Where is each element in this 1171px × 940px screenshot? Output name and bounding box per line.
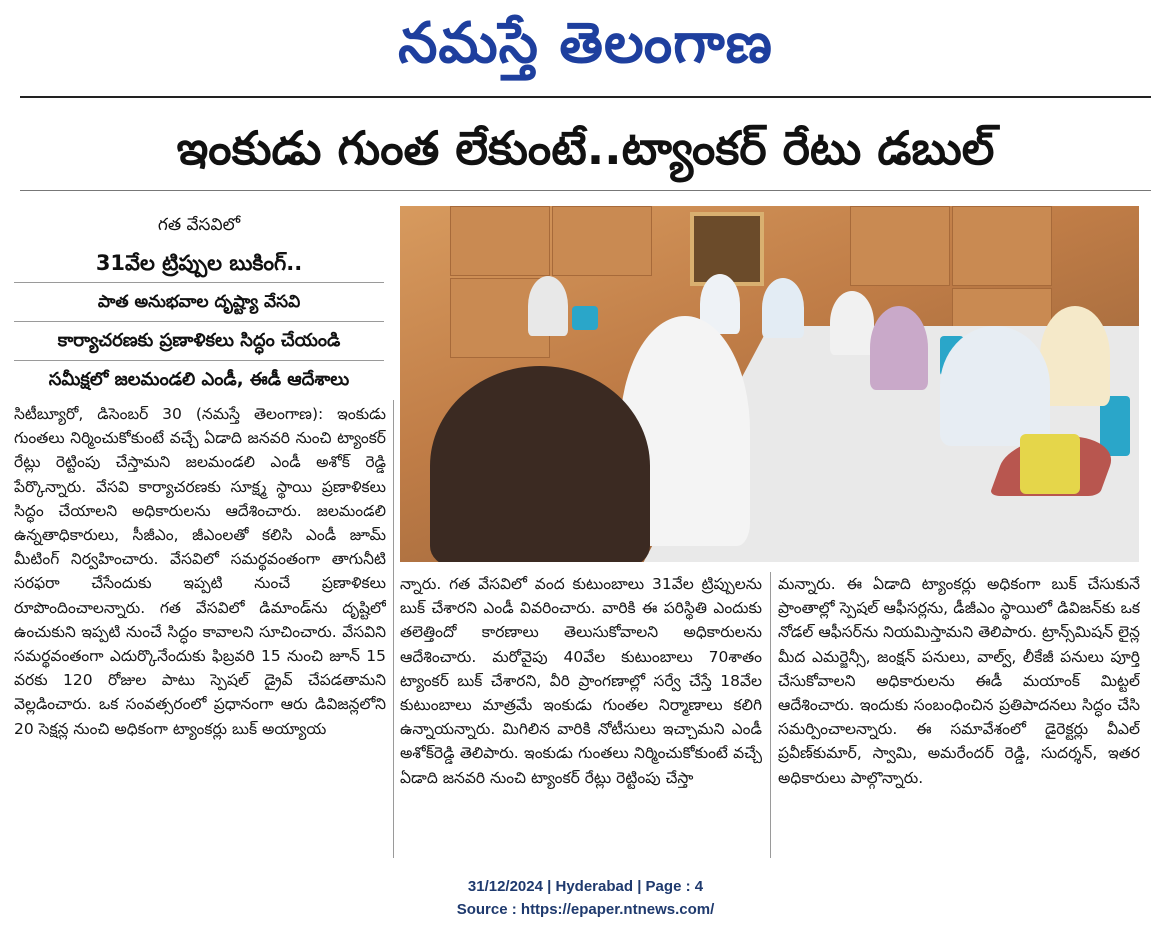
article-column-1: సిటీబ్యూరో, డిసెంబర్ 30 (నమస్తే తెలంగాణ): ఇంకుడు గుంతలు నిర్మించుకోకుంటే వచ్చే ఏడాది జనవరి నుంచి ట్యాంకర్ రేట్లు రెట్టింపు చేస్తామని జలమండలి ఎండీ అశోక్ రెడ్డి పేర్కొన్నారు. వేసవి కార్యాచరణకు సూక్ష్మ స్థాయి ప్రణాళికలు సిద్ధం చేయాలని అధికారులను ఆదేశించారు. జలమండలి ఉన్నతాధికారులు, సీజీఎం, జీఎంలతో కలిసి ఎండీ జూమ్ మీటింగ్ నిర్వహించారు. వేసవిలో సమర్థవంతంగా తాగునీటి సరఫరా చేసేందుకు ఇప్పటి నుంచే ప్రణాళికలు రూపొందించాలన్నారు. గత వేసవిలో డిమాండ్‌ను దృష్టిలో ఉంచుకుని ఇప్పటి నుంచే సిద్ధం కావాలని సూచించారు. వేసవిని సమర్థవంతంగా ఎదుర్కొనేందుకు ఫిబ్రవరి 15 నుంచి జూన్ 15 వరకు 120 రోజుల పాటు స్పెషల్ డ్రైవ్ చేపడతామని వెల్లడించారు. ఒక సంవత్సరంలో ప్రధానంగా ఆరు డివిజన్లలోని 20 సెక్షన్ల నుంచి అధికంగా ట్యాంకర్లు బుక్ అయ్యాయ bbox=[14, 405, 386, 738]
column-separator bbox=[770, 572, 771, 858]
wall-panel bbox=[450, 206, 550, 276]
masthead-rule bbox=[20, 96, 1151, 98]
person bbox=[1040, 306, 1110, 406]
article-column-2: న్నారు. గత వేసవిలో వంద కుటుంబాలు 31వేల ట్రిప్పులను బుక్ చేశారని ఎండీ వివరించారు. వారికి ఈ పరిస్థితి ఎందుకు తలెత్తిందో కారణాలు తెలుసుకోవాలని అధికారులను ఆదేశించారు. మరోవైపు 40వేల కుటుంబాలు 70శాతం ట్యాంకర్ బుక్ చేశారని, వీరి ప్రాంగణాల్లో సర్వే చేస్తే 18వేల కుటుంబాలు మాత్రమే ఇంకుడు గుంతల నిర్మాణాలు కలిగి ఉన్నాయన్నారు. మిగిలిన వారికి నోటీసులు ఇచ్చామని ఎండీ అశోక్‌రెడ్డి తెలిపారు. ఇంకుడు గుంతలు నిర్మించుకోకుంటే వచ్చే ఏడాది జనవరి నుంచి ట్యాంకర్ రేట్లు రెట్టింపు చేస్తా bbox=[400, 575, 762, 787]
subheading-line: గత వేసవిలో bbox=[157, 215, 241, 235]
person bbox=[762, 278, 804, 338]
footer-date-page: 31/12/2024 | Hyderabad | Page : 4 bbox=[467, 878, 704, 895]
newspaper-masthead: నమస్తే తెలంగాణ bbox=[398, 11, 773, 76]
person bbox=[830, 291, 874, 355]
footer-source: Source : https://epaper.ntnews.com/ bbox=[456, 901, 715, 918]
wall-panel bbox=[850, 206, 950, 286]
meeting-photo bbox=[400, 206, 1139, 562]
person bbox=[940, 326, 1050, 446]
person bbox=[430, 366, 650, 562]
subheading-line: కార్యాచరణకు ప్రణాళికలు సిద్ధం చేయండి bbox=[14, 322, 384, 361]
article-headline: ఇంకుడు గుంత లేకుంటే..ట్యాంకర్ రేటు డబుల్ bbox=[176, 121, 995, 175]
chair bbox=[572, 306, 598, 330]
wall-panel bbox=[952, 206, 1052, 286]
subheading-line: పాత అనుభవాల దృష్ట్యా వేసవి bbox=[14, 283, 384, 322]
subheading-line: సమీక్షలో జలమండలి ఎండీ, ఈడీ ఆదేశాలు bbox=[48, 369, 350, 390]
person bbox=[870, 306, 928, 390]
framed-portrait bbox=[690, 212, 764, 286]
chair bbox=[1020, 434, 1080, 494]
article-column-3: మన్నారు. ఈ ఏడాది ట్యాంకర్లు అధికంగా బుక్ చేసుకునే ప్రాంతాల్లో స్పెషల్ ఆఫీసర్లను, డీజీఎం స్థాయిలో డివిజన్‌కు ఒక నోడల్ ఆఫీసర్‌ను నియమిస్తామని తెలిపారు. ట్రాన్స్‌మిషన్ లైన్ల మీద ఎమర్జెన్సీ, జంక్షన్ పనులు, వాల్వ్, లీకేజీ పనులు పూర్తి చేసుకోవాలని అధికారులను ఈడీ మయాంక్ మిట్టల్ ఆదేశించారు. ఇందుకు సంబంధించిన ప్రతిపాదనలు సిద్ధం చేసి సమర్పించాలన్నారు. ఈ సమావేశంలో డైరెక్టర్లు వీఎల్ ప్రవీణ్‌కుమార్, స్వామి, అమరేందర్ రెడ్డి, సుదర్శన్, ఇతర అధికారులు పాల్గొన్నారు. bbox=[778, 575, 1140, 787]
column-separator bbox=[393, 400, 394, 858]
person bbox=[528, 276, 568, 336]
subheading-line: 31వేల ట్రిప్పుల బుకింగ్.. bbox=[14, 244, 384, 283]
wall-panel bbox=[552, 206, 652, 276]
headline-rule bbox=[20, 190, 1151, 191]
subheadings bbox=[14, 206, 384, 399]
